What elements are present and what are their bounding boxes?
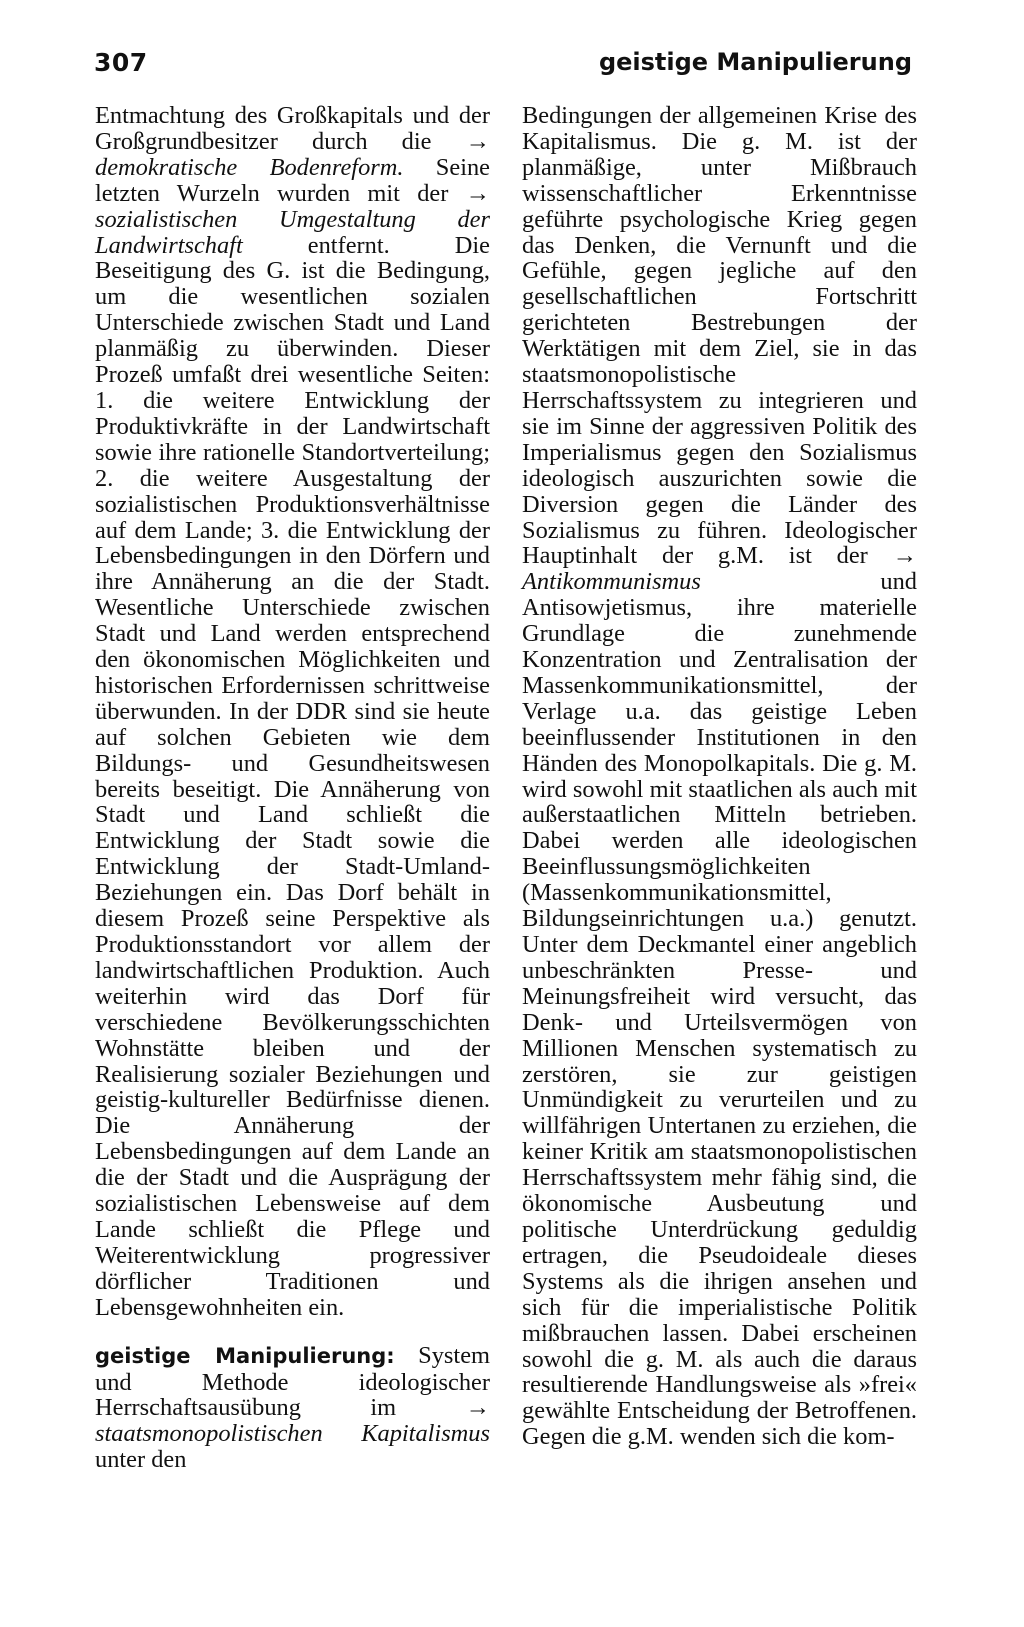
right-column <box>522 103 917 1450</box>
cross-reference: staatsmonopolistischen Kapitalismus <box>95 1420 490 1448</box>
cross-reference: demokratische Bodenreform. <box>95 153 404 181</box>
cross-reference-arrow-icon: → <box>465 127 490 155</box>
cross-reference-arrow-icon: → <box>465 1394 490 1422</box>
entry-headword: geistige Manipulierung: <box>95 1343 395 1368</box>
entry-paragraph-continued: Bedingungen der allgemeinen Krise des Kapitalismus. Die g. M. ist der planmäßige, unter Mißbrauch wissenschaftlicher Erkenntnisse geführte psychologische Krieg gegen das Denken, die Vernunft und die Gefühle, gegen jegliche auf den gesellschaftlichen Fortschritt gerichteten Bestrebungen der Werktätigen mit dem Ziel, sie in das staatsmonopolistische Herrschaftssystem zu integrieren und sie im Sinne der aggressiven Politik des Imperialismus gegen den Sozialismus ideologisch auszurichten sowie die Diversion gegen die Länder des Sozialismus zu führen. Ideologischer Hauptinhalt der g.M. ist der → Antikommunismus und Antisowjetismus, ihre materielle Grundlage die zunehmende Konzentration und Zentralisation der Massenkommunikationsmittel, der Verlage u.a. das geistige Leben beeinflussender Institutionen in den Händen des Monopolkapitals. Die g. M. wird sowohl mit staatlichen als auch mit außerstaatlichen Mitteln betrieben. Dabei werden alle ideologischen Beeinflussungsmöglichkeiten (Massenkommunikationsmittel, Bildungseinrichtungen u.a.) genutzt. Unter dem Deckmantel einer angeblich unbeschränkten Presse- und Meinungsfreiheit wird versucht, das Denk- und Urteilsvermögen von Millionen Menschen systematisch zu zerstören, sie zur geistigen Unmündigkeit zu verurteilen und zu willfährigen Untertanen zu erziehen, die keiner Kritik am staatsmonopolistischen Herrschaftssystem mehr fähig sind, die ökonomische Ausbeutung und politische Unterdrückung geduldig ertragen, die Pseudoideale dieses Systems als die ihrigen ansehen und sich für die imperialistische Politik mißbrauchen lassen. Dabei erscheinen sowohl die g. M. als auch die daraus resultierende Handlungsweise als »frei« gewählte Entscheidung der Betroffenen. Gegen die g.M. wenden sich die kom- <box>522 102 917 1451</box>
continued-entry-paragraph: Entmachtung des Großkapitals und der Großgrundbesitzer durch die → demokratische Bodenreform. Seine letzten Wurzeln wurden mit der → sozialistischen Umgestaltung der Landwirtschaft entfernt. Die Beseitigung des G. ist die Bedingung, um die wesentlichen sozialen Unterschiede zwischen Stadt und Land planmäßig zu überwinden. Dieser Prozeß umfaßt drei wesentliche Seiten: 1. die weitere Entwicklung der Produktivkräfte in der Landwirtschaft sowie ihre rationelle Standortverteilung; 2. die weitere Ausgestaltung der sozialistischen Produktionsverhältnisse auf dem Lande; 3. die Entwicklung der Lebensbedingungen in den Dörfern und ihre Annäherung an die der Stadt. Wesentliche Unterschiede zwischen Stadt und Land werden entsprechend den ökonomischen Möglichkeiten und historischen Erfordernissen schrittweise überwunden. In der DDR sind sie heute auf solchen Gebieten wie dem Bildungs- und Gesundheitswesen bereits beseitigt. Die Annäherung von Stadt und Land schließt die Entwicklung der Stadt sowie die Entwicklung der Stadt-Umland-Beziehungen ein. Das Dorf behält in diesem Prozeß seine Perspektive als Produktionsstandort vor allem der landwirtschaftlichen Produktion. Auch weiterhin wird das Dorf für verschiedene Bevölkerungsschichten Wohnstätte bleiben und der Realisierung sozialer Beziehungen und geistig-kultureller Bedürfnisse dienen. Die Annäherung der Lebensbedingungen auf dem Lande an die der Stadt und die Ausprägung der sozialistischen Lebensweise auf dem Lande schließt die Pflege und Weiterentwicklung progressiver dörflicher Traditionen und Lebensgewohnheiten ein. <box>95 102 490 1321</box>
cross-reference-arrow-icon: → <box>465 179 490 207</box>
page-number: 307 <box>94 48 148 77</box>
cross-reference: sozialistischen Umgestaltung der Landwirtschaft <box>95 205 490 259</box>
running-head: geistige Manipulierung <box>598 48 912 76</box>
cross-reference: Antikommunismus <box>522 568 701 596</box>
cross-reference-arrow-icon: → <box>892 542 917 570</box>
left-column <box>95 103 490 1473</box>
entry-paragraph: geistige Manipulierung: System und Methode ideologischer Herrschaftsausübung im → staatsmonopolistischen Kapitalismus unter den <box>95 1341 490 1474</box>
